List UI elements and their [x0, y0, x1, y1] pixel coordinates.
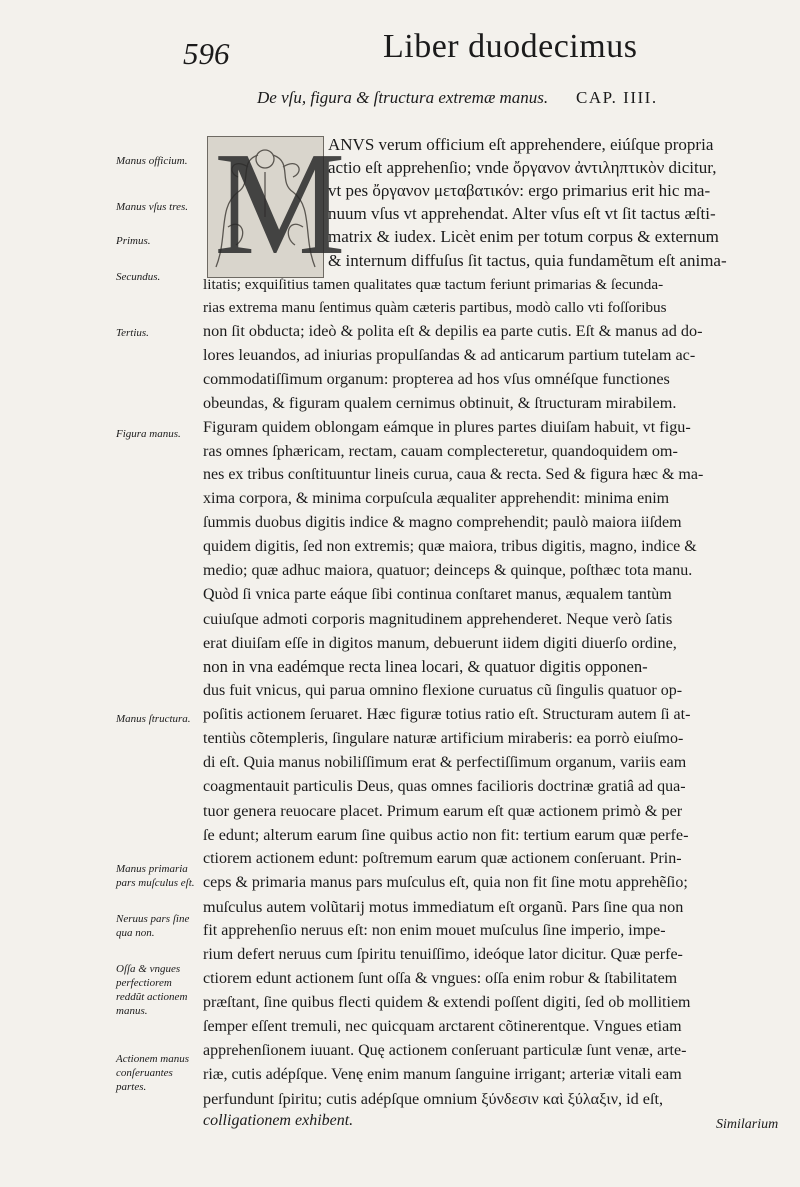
text-line: commodatiſſimum organum: propterea ad hos vſus omnéſque functiones	[203, 370, 670, 388]
text-line: muſculus autem volũtarij motus immediatum eſt organũ. Pars ſine qua non	[203, 898, 684, 916]
text-line: Quòd ſi vnica parte eáque ſibi continua conſtaret manus, æqualem tantùm	[203, 586, 672, 603]
text-line: vt pes ὄργανον μεταβατικόν: ergo primarius erit hic ma-	[328, 181, 711, 200]
text-line: xima corpora, & minima corpuſcula æqualiter apprehendit: minima enim	[203, 490, 670, 507]
text-line: poſitis actionem ſeruaret. Hæc figuræ totius ratio eſt. Structuram autem ſi at-	[203, 706, 691, 723]
text-line: rias extrema manu ſentimus quàm cæteris partibus, modò callo vti foſſoribus	[203, 299, 667, 316]
catchword: Similarium	[716, 1117, 779, 1132]
initial-letter: M	[214, 122, 346, 286]
text-line: ſe edunt; alterum earum ſine quibus actio non fit: tertium earum quæ perfe-	[203, 826, 689, 844]
text-line: nuum vſus vt apprehendat. Alter vſus eſt vt ſit tactus æſti-	[328, 204, 716, 223]
text-line: perfundunt ſpiritu; cutis adépſque omnium ξύνδεσιν καὶ ξύλαξιν, id eſt,	[203, 1090, 664, 1108]
text-line: colligationem exhibent.	[203, 1112, 354, 1129]
text-line: medio; quæ adhuc maiora, quatuor; deinceps & quinque, poſthæc tota manu.	[203, 562, 693, 579]
text-line: di eſt. Quia manus nobiliſſimum erat & perfectiſſimum organum, variis eam	[203, 754, 687, 771]
text-line: ſummis duobus digitis indice & magno comprehendit; paulò maiora iiſdem	[203, 514, 682, 531]
text-line: ctiorem edunt actionem ſunt oſſa & vngues: oſſa enim robur & ſtabilitatem	[203, 970, 678, 987]
text-line: ſemper eſſent tremuli, nec quicquam arctarent cõtinerentque. Vngues etiam	[203, 1018, 682, 1035]
margin-note: Actionem manus conſeruantes partes.	[116, 1053, 190, 1093]
text-line: & internum diffuſus ſit tactus, quia fundamẽtum eſt anima-	[328, 251, 727, 270]
margin-note: Figura manus.	[116, 428, 181, 440]
text-line: præſtant, ſine quibus flecti quidem & extendi poſſent digiti, ſed ob mollitiem	[203, 994, 691, 1011]
text-line: ceps & primaria manus pars muſculus eſt, quia non fit ſine motu apprehẽſio;	[203, 874, 688, 891]
text-line: tuor genera reuocare placet. Primum earum eſt quæ actionem primò & per	[203, 802, 683, 820]
text-line: nes ex tribus conſtituuntur lineis curua, caua & recta. Sed & figura hæc & ma-	[203, 466, 704, 483]
margin-note: Neruus pars ſine qua non.	[116, 913, 190, 939]
text-line: Figuram quidem oblongam eámque in plures partes diuiſam habuit, vt figu-	[203, 418, 691, 436]
text-line: rium defert neruus cum ſpiritu tenuiſſimo, ideóque lator dicitur. Quæ perfe-	[203, 946, 683, 963]
text-line: ANVS verum officium eſt apprehendere, eiúſque propria	[328, 135, 714, 154]
margin-note: Manus primaria pars muſculus eſt.	[116, 863, 195, 889]
margin-note: Manus vſus tres.	[116, 201, 189, 213]
text-line: cuiuſque admoti corporis magnitudinem apprehenderet. Neque verò ſatis	[203, 610, 673, 628]
chapter-title: De vſu, figura & ſtructura extremæ manus.	[257, 88, 549, 107]
margin-note: Manus ſtructura.	[116, 713, 191, 725]
text-line: riæ, cutis adépſque. Venę enim manum ſanguine irrigant; arteriæ vitali eam	[203, 1066, 682, 1083]
text-line: ras omnes ſphæricam, rectam, cauam complecteretur, quandoquidem om-	[203, 442, 678, 460]
text-line: dus fuit vnicus, qui parua omnino flexione curuatus cũ ſingulis quatuor op-	[203, 682, 683, 699]
text-line: actio eſt apprehenſio; vnde ὄργανον ἀντιληπτικὸν dicitur,	[328, 158, 717, 177]
text-line: tentiùs cõtempleris, ſingulare naturæ artificium miraberis: ea porrò eiuſmo-	[203, 730, 684, 747]
page-number: 596	[183, 36, 230, 71]
text-line: litatis; exquiſitius tamen qualitates quæ tactum feriunt primarias & ſecunda-	[203, 276, 664, 293]
margin-note: Oſſa & vngues perfectiorem reddũt actionem manus.	[116, 963, 188, 1017]
text-line: matrix & iudex. Licèt enim per totum corpus & externum	[328, 227, 719, 246]
margin-note: Manus officium.	[116, 155, 188, 167]
text-line: ctiorem actionem edunt: poſtremum earum quæ actionem conſeruant. Prin-	[203, 850, 682, 867]
chapter-number: CAP. IIII.	[576, 88, 658, 107]
text-line: quidem digitis, ſed non extremis; quæ maiora, tribus digitis, magno, indice &	[203, 538, 697, 555]
text-line: apprehenſionem iuuant. Quę actionem conſeruant particulæ ſunt venæ, arte-	[203, 1042, 687, 1059]
text-line: obeundas, & figuram qualem cernimus obtinuit, & ſtructuram mirabilem.	[203, 394, 677, 412]
text-line: erat diuiſam eſſe in digitos manum, debuerunt iidem digiti diuerſo ordine,	[203, 634, 677, 652]
running-title: Liber duodecimus	[383, 28, 638, 65]
margin-note: Primus.	[116, 235, 151, 247]
text-line: lores leuandos, ad iniurias propulſandas & ad anticarum partium tutelam ac-	[203, 346, 696, 364]
margin-note: Secundus.	[116, 271, 161, 283]
text-line: fit apprehenſio neruus eſt: non enim mouet muſculus ſine imperio, impe-	[203, 922, 666, 939]
text-line: coagmentauit particulis Deus, quas omnes facilioris doctrinæ gratiâ ad qua-	[203, 778, 686, 795]
text-line: non ſit obducta; ideò & polita eſt & depilis ea parte cutis. Eſt & manus ad do-	[203, 322, 703, 340]
text-line: non in vna eadémque recta linea locari, & quatuor digitis opponen-	[203, 657, 648, 676]
margin-note: Tertius.	[116, 327, 149, 339]
